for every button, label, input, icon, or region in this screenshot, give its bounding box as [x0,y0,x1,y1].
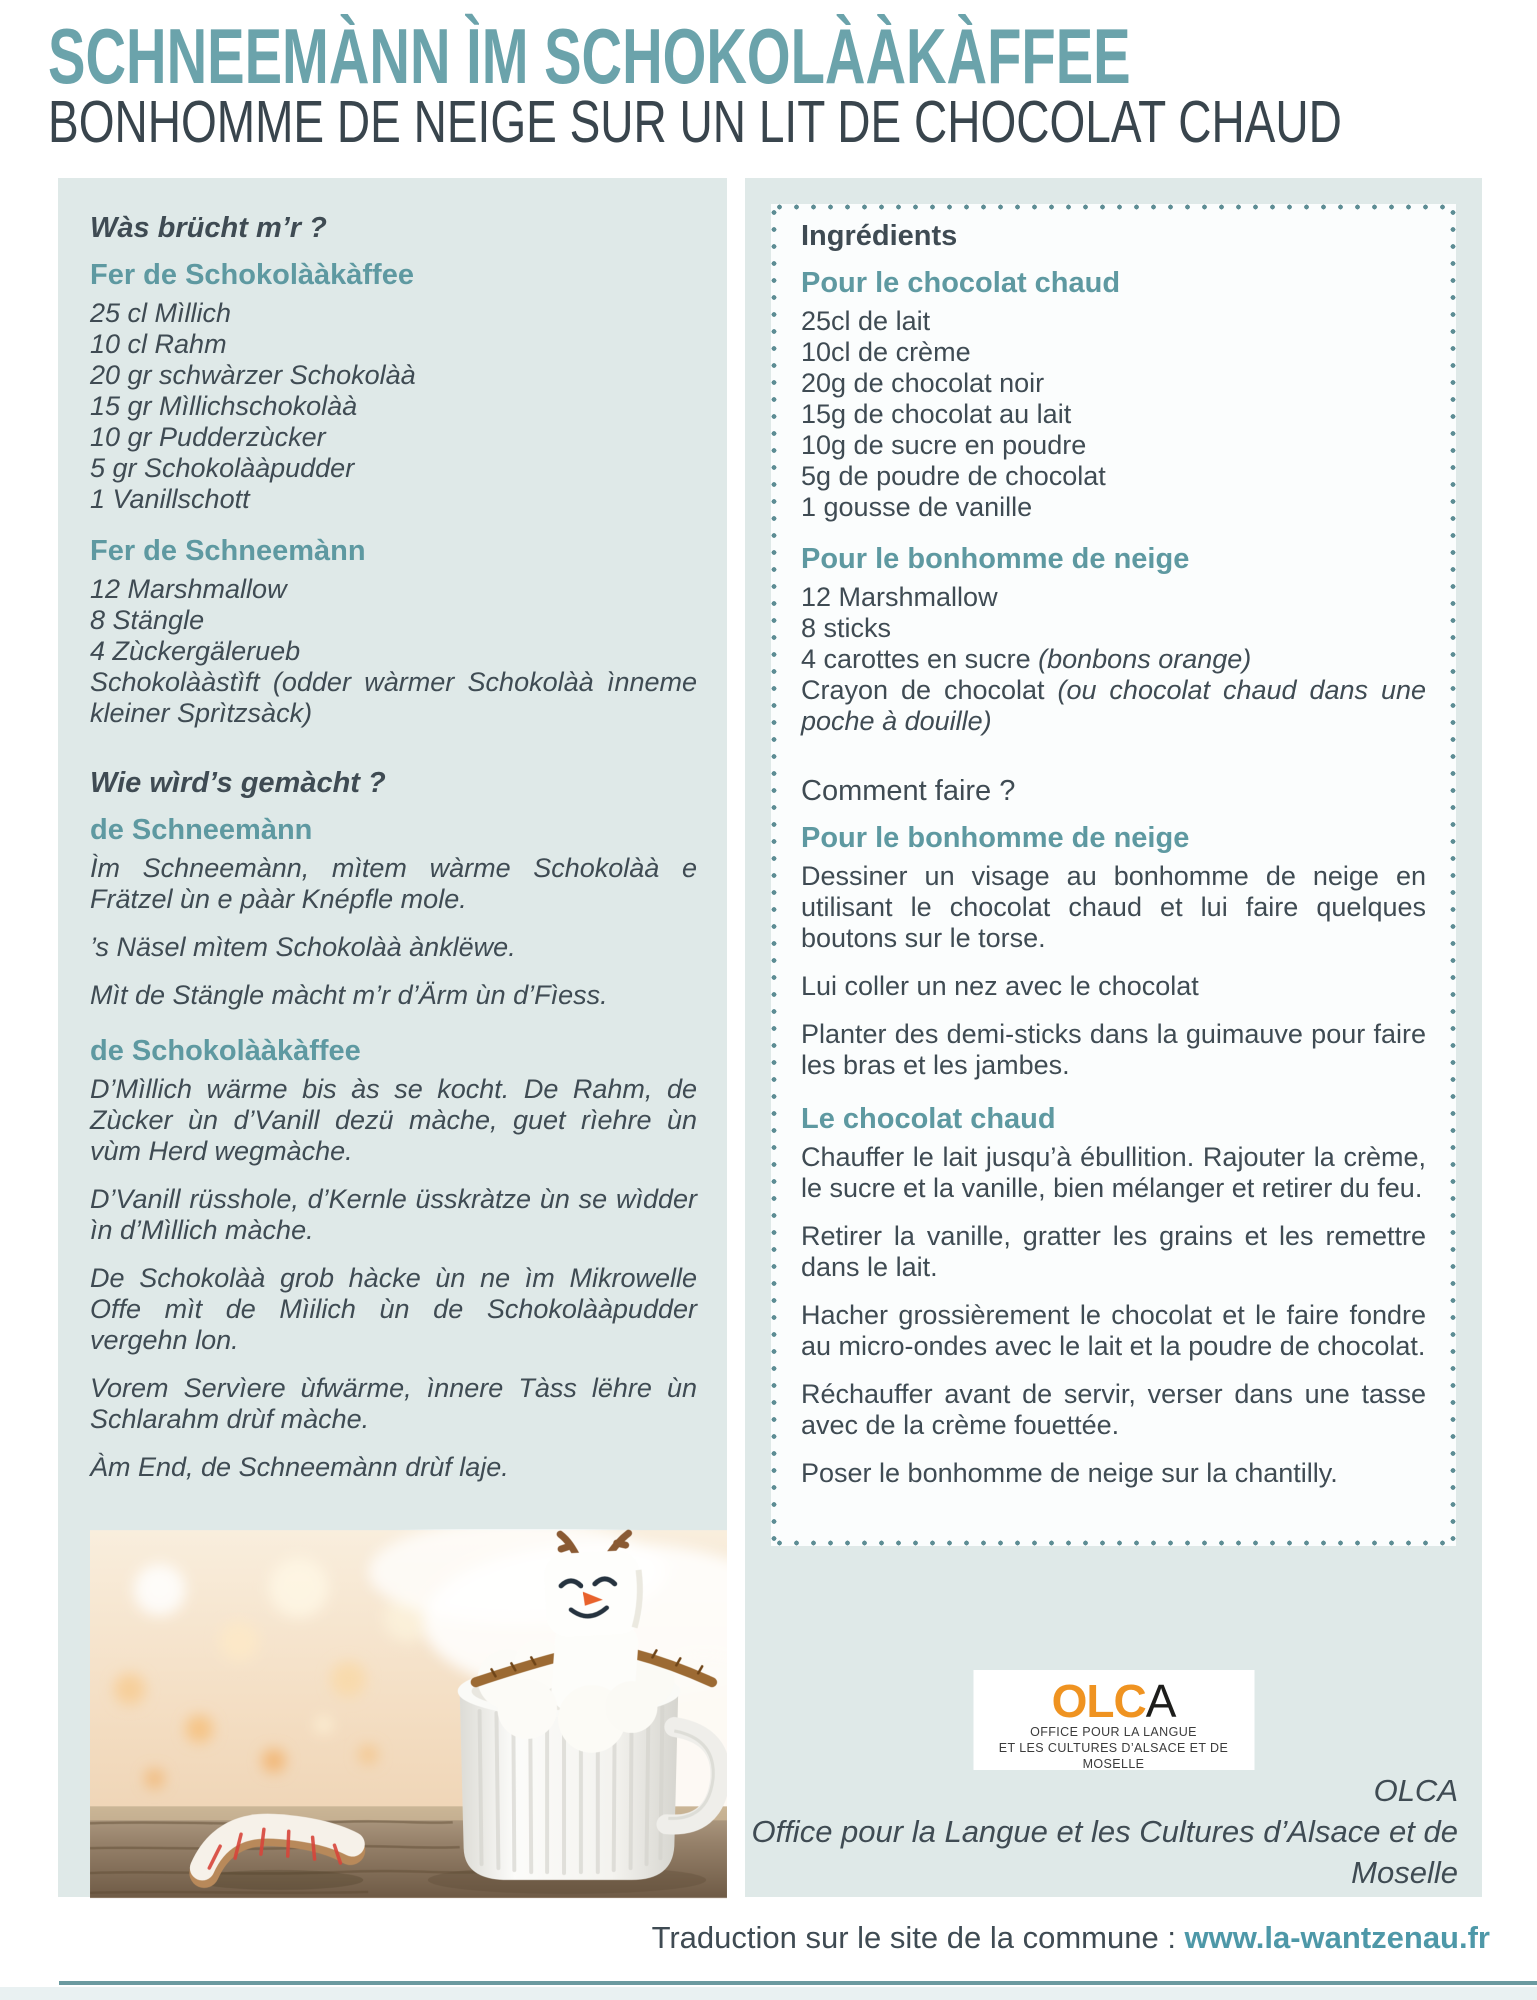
ingredient-line: 10cl de crème [801,337,971,367]
step-paragraph: De Schokolàà grob hàcke ùn ne ìm Mikrowelle Offe mìt de Mìilich ùn de Schokolààpudder vergehn lon. [90,1263,697,1355]
ingredient-line: 12 Marshmallow [801,582,998,612]
ingredient-line: 15g de chocolat au lait [801,399,1072,429]
olca-credit [745,1770,1458,1893]
credit-line: OLCA [1373,1773,1458,1808]
left-chocolate-list [90,298,697,515]
snowman-ingredients-list [801,582,1426,737]
chocolate-ingredients-heading: Pour le chocolat chaud [801,267,1121,299]
ingredient-line: Schokolààstìft (odder wàrmer Schokolàà ìnneme kleiner Sprìtzsàck) [90,667,697,728]
page-title: SCHNEEMÀNN ÌM SCHOKOLÀÀKÀFFEE [48,12,1131,100]
left-snowman-heading: Fer de Schneemànn [90,535,366,567]
ingredient-line: 8 sticks [801,613,892,643]
step-paragraph: Planter des demi-sticks dans la guimauve pour faire les bras et les jambes. [801,1019,1426,1080]
page-subtitle: BONHOMME DE NEIGE SUR UN LIT DE CHOCOLAT CHAUD [48,89,1342,155]
step-paragraph: Hacher grossièrement le chocolat et le faire fondre au micro-ondes avec le lait et la poudre de chocolat. [801,1300,1426,1361]
step-paragraph: Retirer la vanille, gratter les grains et les remettre dans le lait. [801,1221,1426,1282]
ingredient-line: 10g de sucre en poudre [801,430,1087,460]
left-method-snowman-heading: de Schneemànn [90,814,313,846]
recipe-photo [90,1529,727,1899]
ingredient-line: 15 gr Mìllichschokolàà [90,391,358,421]
commune-website-link[interactable]: www.la-wantzenau.fr [1184,1920,1490,1955]
step-paragraph: D’Mìllich wärme bis às se kocht. De Rahm, de Zùcker ùn d’Vanill dezü màche, guet rìehre ùn vùm Herd wegmàche. [90,1074,697,1166]
bottom-strip [0,1987,1537,2000]
olca-logo [973,1670,1254,1770]
left-ingredients-heading: Wàs brücht m’r ? [90,212,327,244]
ingredient-line: 5 gr Schokolààpudder [90,453,355,483]
footer-label: Traduction sur le site de la commune : [651,1920,1185,1955]
left-snowman-list [90,574,697,729]
french-column [745,178,1482,1897]
ingredient-line: 20 gr schwàrzer Schokolàà [90,360,416,390]
ingredient-line: 25 cl Mìllich [90,298,232,328]
ingredient-line: 25cl de lait [801,306,931,336]
step-paragraph: Ìm Schneemànn, mìtem wàrme Schokolàà e Frätzel ùn e pààr Knépfle mole. [90,853,697,914]
step-paragraph: ’s Näsel mìtem Schokolàà ànklëwe. [90,932,516,962]
step-paragraph: Poser le bonhomme de neige sur la chantilly. [801,1458,1338,1488]
ingredient-line: Crayon de chocolat (ou chocolat chaud dans une poche à douille) [801,675,1426,736]
credit-line: Office pour la Langue et les Cultures d’Alsace et de Moselle [751,1814,1458,1890]
dotted-border-top [771,204,1456,210]
footer-rule [59,1981,1537,1985]
alsatian-column [58,178,727,1897]
dotted-border-right [1450,204,1456,1546]
ingredients-box [771,204,1456,1546]
step-paragraph: Dessiner un visage au bonhomme de neige en utilisant le chocolat chaud et lui faire quelques boutons sur le torse. [801,861,1426,953]
left-method-heading: Wie wìrd’s gemàcht ? [90,767,386,799]
ingredient-line: 1 gousse de vanille [801,492,1033,522]
ingredient-line: 5g de poudre de chocolat [801,461,1106,491]
method-chocolate-heading: Le chocolat chaud [801,1103,1056,1135]
ingredient-line: 20g de chocolat noir [801,368,1045,398]
footer [652,1920,1490,1956]
olca-wordmark: OLCA [1051,1675,1176,1727]
ingredients-heading: Ingrédients [801,220,958,252]
ingredient-line: 10 cl Rahm [90,329,227,359]
dotted-border-left [771,204,777,1546]
olca-logo-line1: OFFICE POUR LA LANGUE [1030,1725,1197,1739]
ingredient-line: 10 gr Pudderzùcker [90,422,326,452]
step-paragraph: Chauffer le lait jusqu’à ébullition. Rajouter la crème, le sucre et la vanille, bien mélanger et retirer du feu. [801,1142,1426,1203]
method-heading: Comment faire ? [801,775,1016,807]
ingredient-line: 12 Marshmallow [90,574,287,604]
olca-logo-line2: ET LES CULTURES D’ALSACE ET DE MOSELLE [998,1741,1229,1771]
step-paragraph: Àm End, de Schneemànn drùf laje. [90,1452,509,1482]
snowman-ingredients-heading: Pour le bonhomme de neige [801,543,1190,575]
ingredient-line: 4 carottes en sucre (bonbons orange) [801,644,1252,674]
step-paragraph: Réchauffer avant de servir, verser dans une tasse avec de la crème fouettée. [801,1379,1426,1440]
ingredient-line: 1 Vanillschott [90,484,250,514]
left-method-chocolate-heading: de Schokolààkàffee [90,1035,361,1067]
step-paragraph: D’Vanill rüsshole, d’Kernle üsskràtze ùn se wìdder ìn d’Mìllich màche. [90,1184,697,1245]
chocolate-ingredients-list [801,306,1426,523]
method-snowman-heading: Pour le bonhomme de neige [801,822,1190,854]
ingredient-line: 8 Stängle [90,605,205,635]
ingredient-line: 4 Zùckergälerueb [90,636,301,666]
step-paragraph: Mìt de Stängle màcht m’r d’Ärm ùn d’Fìess. [90,980,608,1010]
dotted-border-bottom [771,1540,1456,1546]
step-paragraph: Vorem Servìere ùfwärme, ìnnere Tàss lëhre ùn Schlarahm drùf màche. [90,1373,697,1434]
left-chocolate-heading: Fer de Schokolààkàffee [90,259,414,291]
step-paragraph: Lui coller un nez avec le chocolat [801,971,1199,1001]
